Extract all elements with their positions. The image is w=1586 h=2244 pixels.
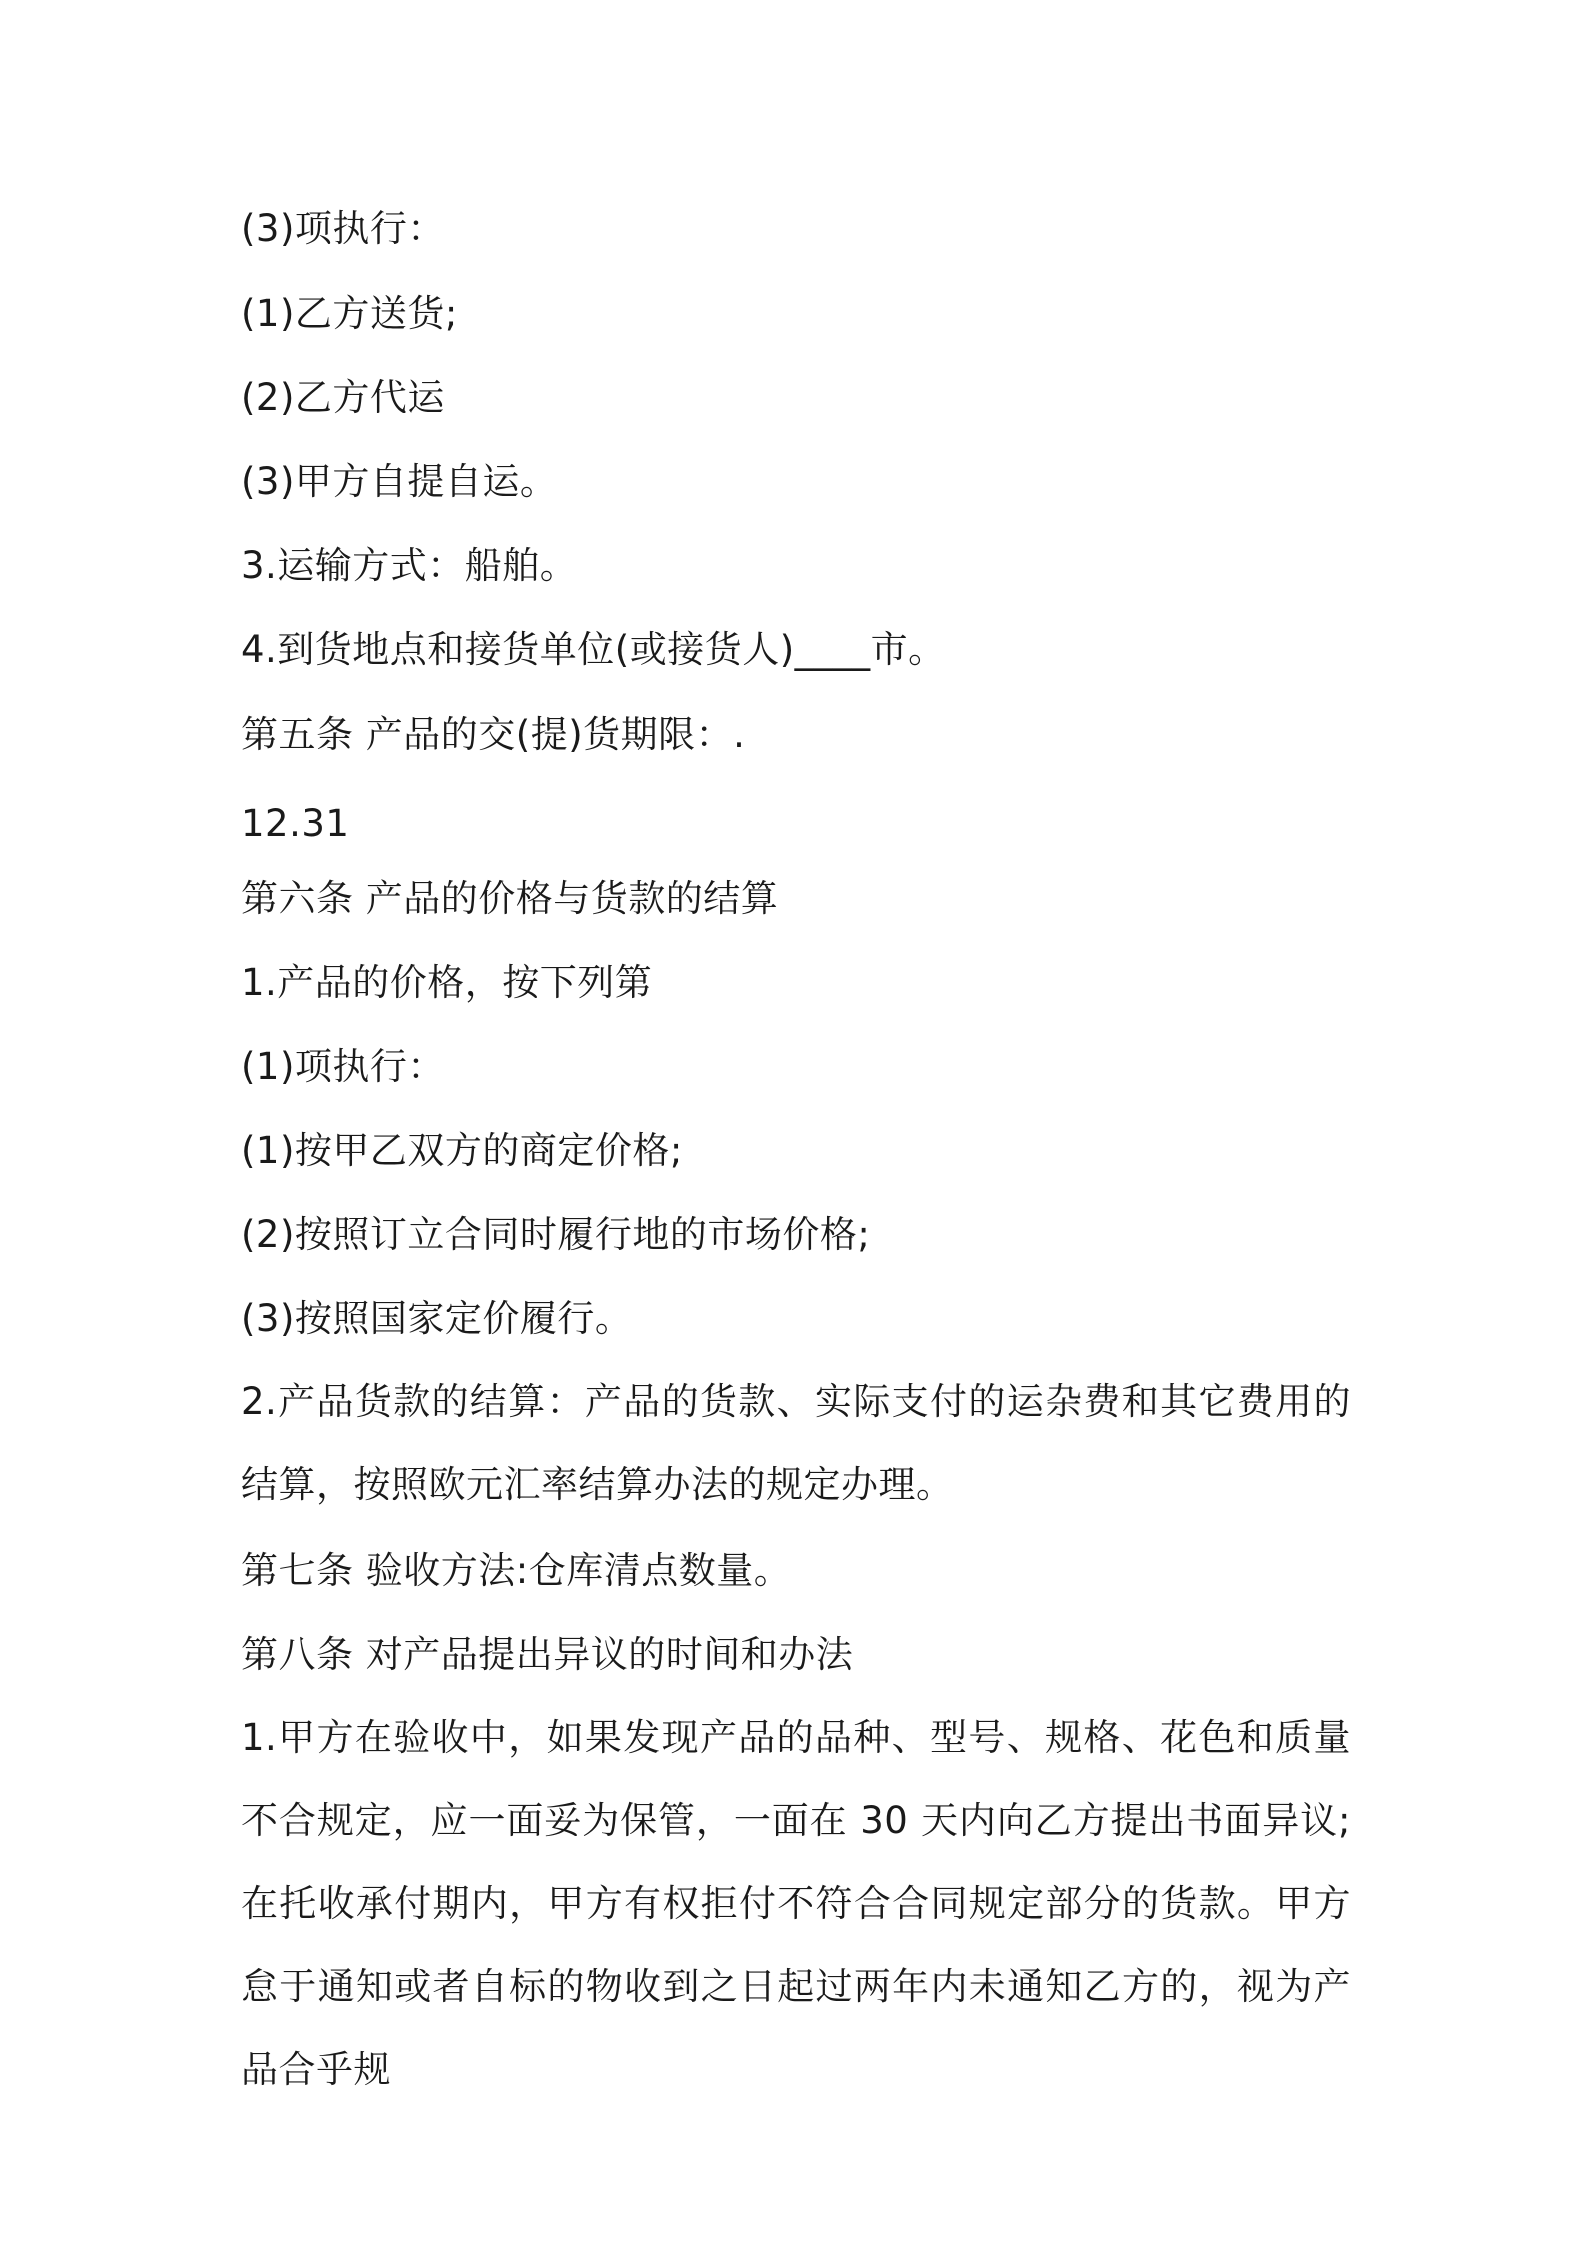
article-heading: 第七条 验收方法:仓库清点数量。 — [241, 1549, 792, 1592]
text-line: 3.运输方式：船舶。 — [241, 544, 578, 587]
objection-paragraph: 1.甲方在验收中，如果发现产品的品种、型号、规格、花色和质量不合规定，应一面妥为保管，一面在 30 天内向乙方提出书面异议;在托收承付期内，甲方有权拒付不符合合同规定部分的货款。甲方怠于通知或者自标的物收到之日起过两年内未通知乙方的，视为产品合乎规 — [241, 1716, 1351, 2091]
article-heading: 第六条 产品的价格与货款的结算 — [241, 877, 779, 920]
text-line: (2)乙方代运 — [241, 376, 445, 419]
text-line: (2)按照订立合同时履行地的市场价格; — [241, 1213, 871, 1256]
text-line: (3)甲方自提自运。 — [241, 460, 558, 503]
text-line: 4.到货地点和接货单位(或接货人)____市。 — [241, 628, 946, 671]
text-line: (1)项执行： — [241, 1045, 445, 1088]
text-line: 12.31 — [241, 802, 350, 845]
text-line: (1)乙方送货; — [241, 292, 458, 335]
article-heading: 第五条 产品的交(提)货期限：. — [241, 713, 746, 756]
settlement-paragraph: 2.产品货款的结算：产品的货款、实际支付的运杂费和其它费用的结算，按照欧元汇率结算办法的规定办理。 — [241, 1380, 1351, 1506]
text-line: (1)按甲乙双方的商定价格; — [241, 1129, 683, 1172]
text-line: (3)项执行： — [241, 207, 445, 250]
text-line: (3)按照国家定价履行。 — [241, 1297, 633, 1340]
text-line: 1.产品的价格，按下列第 — [241, 961, 653, 1004]
article-heading: 第八条 对产品提出异议的时间和办法 — [241, 1633, 854, 1676]
